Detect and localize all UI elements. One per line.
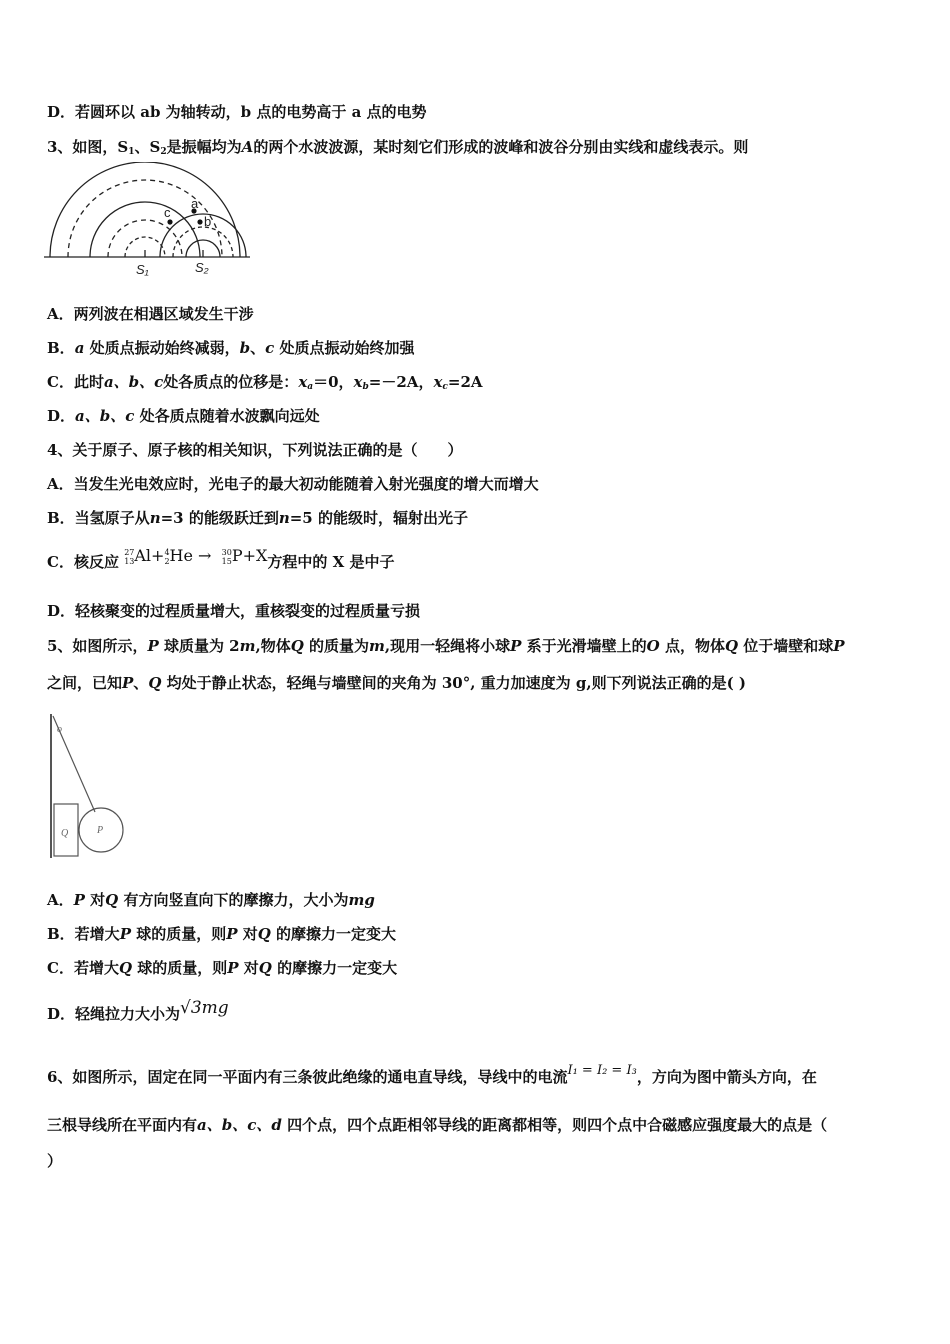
q5-option-c — [47, 958, 397, 978]
stem-text: 球质量为 2 — [158, 637, 240, 655]
option-text: 球的质量，则 — [132, 959, 228, 977]
current-equality-formula: I₁ = I₂ = I₃ — [567, 1063, 637, 1078]
option-text: 处各质点的位移是： — [163, 373, 299, 391]
point-b-dot — [197, 219, 202, 224]
stem-text: 均处于静止状态，轻绳与墙壁间的夹角为 30°, 重力加速度为 g,则下列说法正确的是( ) — [161, 674, 747, 692]
var-n: n — [278, 509, 290, 527]
var-q: Q — [148, 674, 162, 692]
var-x: x — [298, 373, 308, 391]
stem-text: 的质量为 — [303, 637, 370, 655]
var-mg: mg — [348, 891, 375, 909]
stem-text: 5、如图所示， — [47, 637, 148, 655]
var-b: b — [239, 339, 251, 357]
sqrt3-mg-formula: √3mg — [180, 998, 229, 1018]
q5-option-d — [47, 1000, 229, 1028]
al-indices — [124, 548, 134, 566]
q3-option-a: A．两列波在相遇区域发生干涉 — [47, 305, 254, 323]
separator: 、 — [250, 339, 266, 357]
option-text: 的摩擦力一定变大 — [270, 925, 397, 943]
separator: 、 — [133, 674, 149, 692]
stem-text: 点，物体 — [659, 637, 725, 655]
q4-option-d: D．轻核聚变的过程质量增大，重核裂变的过程质量亏损 — [47, 602, 421, 620]
label-s2: S₂ — [195, 260, 209, 275]
option-prefix: D．轻绳拉力大小为 — [47, 1005, 181, 1023]
q3-option-b — [47, 338, 415, 358]
var-p: P — [73, 891, 85, 909]
stem-text: 系于光滑墙壁上的 — [521, 637, 647, 655]
value-xa: ＝0， — [313, 373, 354, 391]
q3-stem-part: 、S — [134, 138, 161, 156]
stem-text: 四个点，四个点距相邻导线的距离都相等，则四个点中合磁感应强度最大的点是（ — [281, 1116, 828, 1134]
stem-text: 三根导线所在平面内有 — [47, 1116, 198, 1134]
option-text: =3 的能级跃迁到 — [160, 509, 279, 527]
var-q: Q — [290, 637, 304, 655]
var-n: n — [149, 509, 161, 527]
al-mass-number: 27 — [124, 547, 135, 557]
s1-crest-mid — [90, 202, 200, 257]
vars-abc: a、b、c — [103, 373, 164, 391]
var-q: Q — [257, 925, 271, 943]
q4-stem: 4、关于原子、原子核的相关知识，下列说法正确的是（ ） — [47, 441, 463, 459]
q3-amplitude: A — [241, 138, 254, 156]
var-q: Q — [258, 959, 272, 977]
sub-a: a — [307, 382, 314, 392]
option-text: =5 的能级时，辐射出光子 — [289, 509, 468, 527]
q5-stem-line1 — [47, 636, 845, 656]
option-text: 球的质量，则 — [130, 925, 227, 943]
q4-option-a: A．当发生光电效应时，光电子的最大初动能随着入射光强度的增大而增大 — [47, 475, 539, 493]
wall-ball-block-figure — [45, 712, 130, 862]
var-m: m — [369, 637, 385, 655]
q3-stem — [47, 137, 748, 162]
q3-option-c — [47, 372, 483, 397]
al-atomic-number: 13 — [124, 556, 135, 566]
label-o: o — [57, 724, 62, 735]
var-x: x — [353, 373, 363, 391]
var-p: P — [226, 925, 238, 943]
var-q: Q — [118, 959, 133, 977]
var-p: P — [227, 959, 239, 977]
stem-text: ，方向为图中箭头方向，在 — [636, 1068, 817, 1086]
label-p: P — [97, 825, 104, 836]
q4-option-b — [47, 508, 468, 528]
option-prefix: B．若增大 — [47, 925, 120, 943]
option-prefix: D． — [47, 407, 76, 425]
var-a: a — [74, 339, 85, 357]
p-atomic-number: 15 — [221, 556, 232, 566]
option-prefix: C．若增大 — [47, 959, 119, 977]
option-prefix: B．当氢原子从 — [47, 509, 150, 527]
he-symbol: He → — [169, 546, 212, 565]
q3-stem-part: 的两个水波波源，某时刻它们形成的波峰和波谷分别由实线和虚线表示。则 — [253, 138, 749, 156]
q6-stem-line3: ） — [47, 1152, 63, 1170]
he-mass-number: 4 — [164, 547, 170, 557]
var-q: Q — [724, 637, 739, 655]
stem-text: ,现用一轻绳将小球 — [384, 637, 511, 655]
vars-abcd: a、b、c、d — [197, 1116, 282, 1134]
option-prefix: B． — [47, 339, 75, 357]
var-p: P — [510, 637, 522, 655]
q3-sub-2: 2 — [160, 147, 167, 157]
option-text: 对 — [238, 959, 259, 977]
var-p: P — [833, 637, 845, 655]
value-xb: =－2A， — [368, 373, 434, 391]
al-symbol: Al+ — [134, 546, 165, 565]
var-q: Q — [105, 891, 119, 909]
stem-text: 位于墙壁和球 — [738, 637, 834, 655]
option-text: 处质点振动始终加强 — [274, 339, 415, 357]
sub-c: c — [442, 382, 448, 392]
vars-abc: a、b、c — [75, 407, 135, 425]
option-text: 处质点振动始终减弱， — [84, 339, 240, 357]
q3-stem-part: 3、如图，S — [47, 138, 129, 156]
sub-b: b — [362, 382, 369, 392]
option-text: 有方向竖直向下的摩擦力，大小为 — [118, 891, 349, 909]
label-c: c — [164, 205, 171, 220]
p-mass-number: 30 — [221, 547, 232, 557]
option-prefix: A． — [47, 891, 74, 909]
option-text: 的摩擦力一定变大 — [271, 959, 398, 977]
q5-stem-line2 — [47, 673, 746, 693]
he-atomic-number: 2 — [164, 556, 170, 566]
option-text: 对 — [237, 925, 258, 943]
option-text: 处各质点随着水波飘向远处 — [134, 407, 320, 425]
q5-option-b — [47, 924, 396, 944]
label-q: Q — [61, 828, 69, 839]
var-p: P — [147, 637, 159, 655]
q6-stem-line1 — [47, 1063, 817, 1093]
label-a: a — [191, 196, 199, 211]
p-symbol: P+X — [231, 546, 268, 565]
stem-text: ,物体 — [255, 637, 291, 655]
q3-stem-part: 是振幅均为 — [166, 138, 242, 156]
wave-interference-figure — [40, 162, 255, 280]
option-prefix: C．核反应 — [47, 553, 119, 571]
var-p: P — [119, 925, 131, 943]
q2-option-d: D．若圆环以 ab 为轴转动，b 点的电势高于 a 点的电势 — [47, 103, 427, 121]
var-c: c — [265, 339, 275, 357]
q5-option-a — [47, 890, 375, 910]
stem-text: 6、如图所示，固定在同一平面内有三条彼此绝缘的通电直导线，导线中的电流 — [47, 1068, 568, 1086]
q4-option-c — [47, 548, 394, 576]
var-p: P — [122, 674, 134, 692]
var-x: x — [433, 373, 443, 391]
q6-stem-line2 — [47, 1115, 827, 1135]
stem-text: 之间，已知 — [47, 674, 123, 692]
label-b: b — [204, 214, 212, 229]
nuclear-equation — [124, 542, 267, 570]
q3-sub-1: 1 — [128, 147, 135, 157]
value-xc: =2A — [447, 373, 483, 391]
point-c-dot — [167, 219, 172, 224]
var-m: m — [239, 637, 256, 655]
option-text: 对 — [84, 891, 106, 909]
p-indices — [222, 548, 232, 566]
option-text: 方程中的 X 是中子 — [267, 553, 395, 571]
var-o: O — [646, 637, 660, 655]
q3-option-d — [47, 406, 320, 426]
label-s1: S₁ — [136, 262, 149, 277]
option-prefix: C．此时 — [47, 373, 104, 391]
